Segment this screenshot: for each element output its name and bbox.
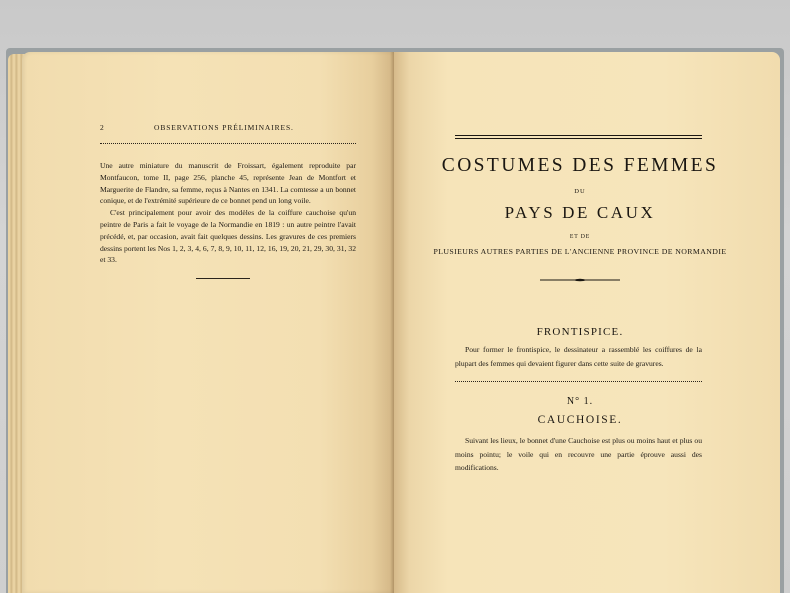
- section-dotted-rule: [455, 381, 702, 382]
- title-connector-et-de: ET DE: [569, 234, 591, 240]
- page-number: 2: [100, 123, 105, 132]
- title-double-rule: [455, 135, 702, 139]
- end-rule: [196, 278, 250, 279]
- right-page: [394, 52, 780, 593]
- running-title: OBSERVATIONS PRÉLIMINAIRES.: [154, 123, 294, 132]
- cauchoise-heading: CAUCHOISE.: [537, 414, 623, 426]
- left-page: [22, 52, 394, 593]
- subtitle: PLUSIEURS AUTRES PARTIES DE L'ANCIENNE PROVINCE DE NORMANDIE: [433, 247, 727, 256]
- ornament-rule: [540, 278, 620, 282]
- title-connector-du: DU: [574, 188, 586, 195]
- header-dotted-rule: [100, 143, 356, 144]
- frontispice-text: Pour former le frontispice, le dessinateur a rassemblé les coiffures de la plupart des femmes qui devaient figurer dans cette suite de gravures.: [455, 345, 702, 368]
- left-body-text: [100, 160, 356, 266]
- cauchoise-text: Suivant les lieux, le bonnet d'une Cauchoise est plus ou moins haut et plus ou moins pointu; le voile qui en recouvre une partie éprouve aussi des modifications.: [455, 436, 702, 473]
- main-title: COSTUMES DES FEMMES: [441, 155, 719, 176]
- paragraph: C'est principalement pour avoir des modèles de la coiffure cauchoise qu'un peintre de Paris a fait le voyage de la Normandie en 1819 : un autre peintre l'avait précédé, et, par occasion, avait fait quelques dessins. Les gravures de ces premiers dessins portent les Nos 1, 2, 3, 4, 6, 7, 8, 9, 10, 11, 12, 16, 19, 20, 21, 29, 30, 31, 32 et 33.: [100, 208, 356, 265]
- plate-number: N° 1.: [566, 396, 594, 407]
- paragraph: Une autre miniature du manuscrit de Froissart, également reproduite par Montfaucon, tome II, page 256, planche 45, représente Jean de Montfort et Marguerite de Flandre, sa femme, reçus à Nantes en 1341. La comtesse a un bonnet conique, et de l'extrémité supérieure de ce bonnet pend un long voile.: [100, 161, 356, 206]
- frontispice-heading: FRONTISPICE.: [536, 326, 624, 338]
- title-pays-de-caux: PAYS DE CAUX: [504, 203, 656, 222]
